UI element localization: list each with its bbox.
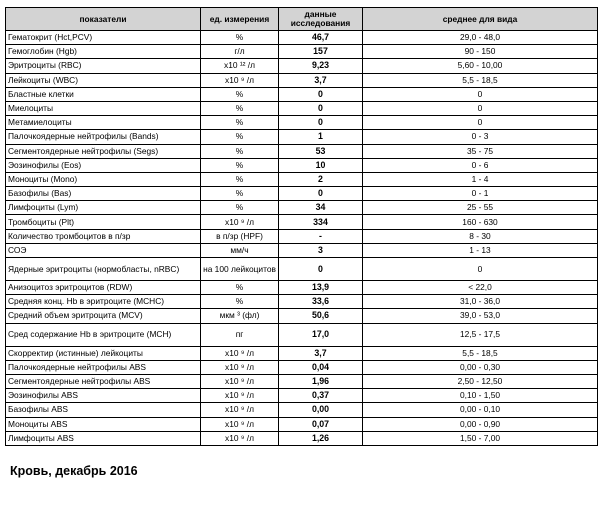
table-row (6, 309, 598, 323)
table-row (6, 215, 598, 229)
reference-range-cell: 5,5 - 18,5 (363, 346, 598, 360)
parameter-name-cell: Средняя конц. Hb в эритроците (MCHC) (6, 295, 201, 309)
reference-range-cell: 0,00 - 0,10 (363, 403, 598, 417)
table-row (6, 45, 598, 59)
reference-range-cell: 5,60 - 10,00 (363, 59, 598, 73)
unit-cell: % (201, 201, 279, 215)
table-row (6, 116, 598, 130)
unit-cell: x10 ⁹ /л (201, 431, 279, 445)
reference-range-cell: 1 - 4 (363, 172, 598, 186)
unit-cell: x10 ⁹ /л (201, 389, 279, 403)
table-row (6, 360, 598, 374)
reference-range-cell: 0 (363, 101, 598, 115)
reference-range-cell: 29,0 - 48,0 (363, 31, 598, 45)
header-reference: среднее для вида (363, 8, 598, 31)
reference-range-cell: 0 - 6 (363, 158, 598, 172)
parameter-name-cell: Моноциты ABS (6, 417, 201, 431)
parameter-name-cell: Лейкоциты (WBC) (6, 73, 201, 87)
unit-cell: % (201, 101, 279, 115)
parameter-name-cell: Палочкоядерные нейтрофилы (Bands) (6, 130, 201, 144)
reference-range-cell: < 22,0 (363, 281, 598, 295)
reference-range-cell: 35 - 75 (363, 144, 598, 158)
parameter-name-cell: Палочкоядерные нейтрофилы ABS (6, 360, 201, 374)
parameter-name-cell: СОЭ (6, 243, 201, 257)
unit-cell: % (201, 87, 279, 101)
table-row (6, 130, 598, 144)
table-row (6, 144, 598, 158)
table-row (6, 187, 598, 201)
reference-range-cell: 25 - 55 (363, 201, 598, 215)
result-value-cell: 0 (279, 187, 363, 201)
table-row (6, 31, 598, 45)
result-value-cell: 0,37 (279, 389, 363, 403)
parameter-name-cell: Эритроциты (RBC) (6, 59, 201, 73)
unit-cell: x10 ⁹ /л (201, 417, 279, 431)
table-row (6, 389, 598, 403)
reference-range-cell: 39,0 - 53,0 (363, 309, 598, 323)
reference-range-cell: 12,5 - 17,5 (363, 323, 598, 346)
header-parameter: показатели (6, 8, 201, 31)
unit-cell: x10 ¹² /л (201, 59, 279, 73)
reference-range-cell: 160 - 630 (363, 215, 598, 229)
result-value-cell: 13,9 (279, 281, 363, 295)
unit-cell: % (201, 295, 279, 309)
table-row (6, 281, 598, 295)
unit-cell: % (201, 187, 279, 201)
reference-range-cell: 8 - 30 (363, 229, 598, 243)
result-value-cell: 0 (279, 101, 363, 115)
reference-range-cell: 5,5 - 18,5 (363, 73, 598, 87)
result-value-cell: 2 (279, 172, 363, 186)
table-row (6, 158, 598, 172)
result-value-cell: 50,6 (279, 309, 363, 323)
reference-range-cell: 0,00 - 0,90 (363, 417, 598, 431)
parameter-name-cell: Сегментоядерные нейтрофилы ABS (6, 374, 201, 388)
unit-cell: на 100 лейкоцитов (201, 258, 279, 281)
caption: Кровь, декабрь 2016 (10, 464, 138, 478)
parameter-name-cell: Эозинофилы ABS (6, 389, 201, 403)
parameter-name-cell: Скорректир (истинные) лейкоциты (6, 346, 201, 360)
table-row (6, 243, 598, 257)
unit-cell: % (201, 31, 279, 45)
reference-range-cell: 0,10 - 1,50 (363, 389, 598, 403)
parameter-name-cell: Лимфоциты ABS (6, 431, 201, 445)
unit-cell: % (201, 281, 279, 295)
unit-cell: x10 ⁹ /л (201, 360, 279, 374)
parameter-name-cell: Метамиелоциты (6, 116, 201, 130)
reference-range-cell: 1,50 - 7,00 (363, 431, 598, 445)
reference-range-cell: 0,00 - 0,30 (363, 360, 598, 374)
parameter-name-cell: Базофилы ABS (6, 403, 201, 417)
parameter-name-cell: Анизоцитоз эритроцитов (RDW) (6, 281, 201, 295)
table-row (6, 229, 598, 243)
table-row (6, 101, 598, 115)
result-value-cell: 53 (279, 144, 363, 158)
parameter-name-cell: Сред содержание Hb в эритроците (MCH) (6, 323, 201, 346)
unit-cell: % (201, 172, 279, 186)
parameter-name-cell: Бластные клетки (6, 87, 201, 101)
reference-range-cell: 2,50 - 12,50 (363, 374, 598, 388)
unit-cell: % (201, 116, 279, 130)
result-value-cell: 3,7 (279, 346, 363, 360)
blood-test-table-container (5, 7, 597, 446)
parameter-name-cell: Миелоциты (6, 101, 201, 115)
reference-range-cell: 0 (363, 258, 598, 281)
table-row (6, 201, 598, 215)
unit-cell: % (201, 144, 279, 158)
table-header-row (6, 8, 598, 31)
unit-cell: % (201, 130, 279, 144)
result-value-cell: 0,04 (279, 360, 363, 374)
result-value-cell: 0 (279, 87, 363, 101)
result-value-cell: 9,23 (279, 59, 363, 73)
reference-range-cell: 31,0 - 36,0 (363, 295, 598, 309)
parameter-name-cell: Тромбоциты (Plt) (6, 215, 201, 229)
result-value-cell: 34 (279, 201, 363, 215)
result-value-cell: 33,6 (279, 295, 363, 309)
table-row (6, 87, 598, 101)
parameter-name-cell: Эозинофилы (Eos) (6, 158, 201, 172)
parameter-name-cell: Базофилы (Bas) (6, 187, 201, 201)
table-row (6, 73, 598, 87)
parameter-name-cell: Лимфоциты (Lym) (6, 201, 201, 215)
unit-cell: % (201, 158, 279, 172)
unit-cell: x10 ⁹ /л (201, 215, 279, 229)
table-row (6, 403, 598, 417)
table-row (6, 431, 598, 445)
header-unit: ед. измерения (201, 8, 279, 31)
unit-cell: пг (201, 323, 279, 346)
result-value-cell: 3,7 (279, 73, 363, 87)
reference-range-cell: 1 - 13 (363, 243, 598, 257)
result-value-cell: 10 (279, 158, 363, 172)
result-value-cell: 157 (279, 45, 363, 59)
result-value-cell: 46,7 (279, 31, 363, 45)
parameter-name-cell: Ядерные эритроциты (нормобласты, nRBC) (6, 258, 201, 281)
reference-range-cell: 0 (363, 116, 598, 130)
result-value-cell: 0 (279, 258, 363, 281)
parameter-name-cell: Моноциты (Mono) (6, 172, 201, 186)
table-row (6, 172, 598, 186)
unit-cell: г/л (201, 45, 279, 59)
unit-cell: x10 ⁹ /л (201, 374, 279, 388)
table-row (6, 258, 598, 281)
table-row (6, 323, 598, 346)
unit-cell: в п/зр (HPF) (201, 229, 279, 243)
parameter-name-cell: Количество тромбоцитов в п/зр (6, 229, 201, 243)
blood-test-table (5, 7, 598, 446)
parameter-name-cell: Сегментоядерные нейтрофилы (Segs) (6, 144, 201, 158)
unit-cell: x10 ⁹ /л (201, 403, 279, 417)
parameter-name-cell: Средний объем эритроцита (MCV) (6, 309, 201, 323)
parameter-name-cell: Гематокрит (Hct,PCV) (6, 31, 201, 45)
result-value-cell: 0 (279, 116, 363, 130)
result-value-cell: 17,0 (279, 323, 363, 346)
table-row (6, 59, 598, 73)
header-result: данные исследования (279, 8, 363, 31)
result-value-cell: - (279, 229, 363, 243)
unit-cell: мм/ч (201, 243, 279, 257)
table-row (6, 417, 598, 431)
result-value-cell: 1,96 (279, 374, 363, 388)
unit-cell: мкм ³ (фл) (201, 309, 279, 323)
unit-cell: x10 ⁹ /л (201, 346, 279, 360)
table-row (6, 346, 598, 360)
reference-range-cell: 0 (363, 87, 598, 101)
result-value-cell: 334 (279, 215, 363, 229)
reference-range-cell: 0 - 3 (363, 130, 598, 144)
reference-range-cell: 90 - 150 (363, 45, 598, 59)
result-value-cell: 0,00 (279, 403, 363, 417)
reference-range-cell: 0 - 1 (363, 187, 598, 201)
table-row (6, 295, 598, 309)
parameter-name-cell: Гемоглобин (Hgb) (6, 45, 201, 59)
result-value-cell: 3 (279, 243, 363, 257)
result-value-cell: 0,07 (279, 417, 363, 431)
result-value-cell: 1,26 (279, 431, 363, 445)
result-value-cell: 1 (279, 130, 363, 144)
table-row (6, 374, 598, 388)
unit-cell: x10 ⁹ /л (201, 73, 279, 87)
